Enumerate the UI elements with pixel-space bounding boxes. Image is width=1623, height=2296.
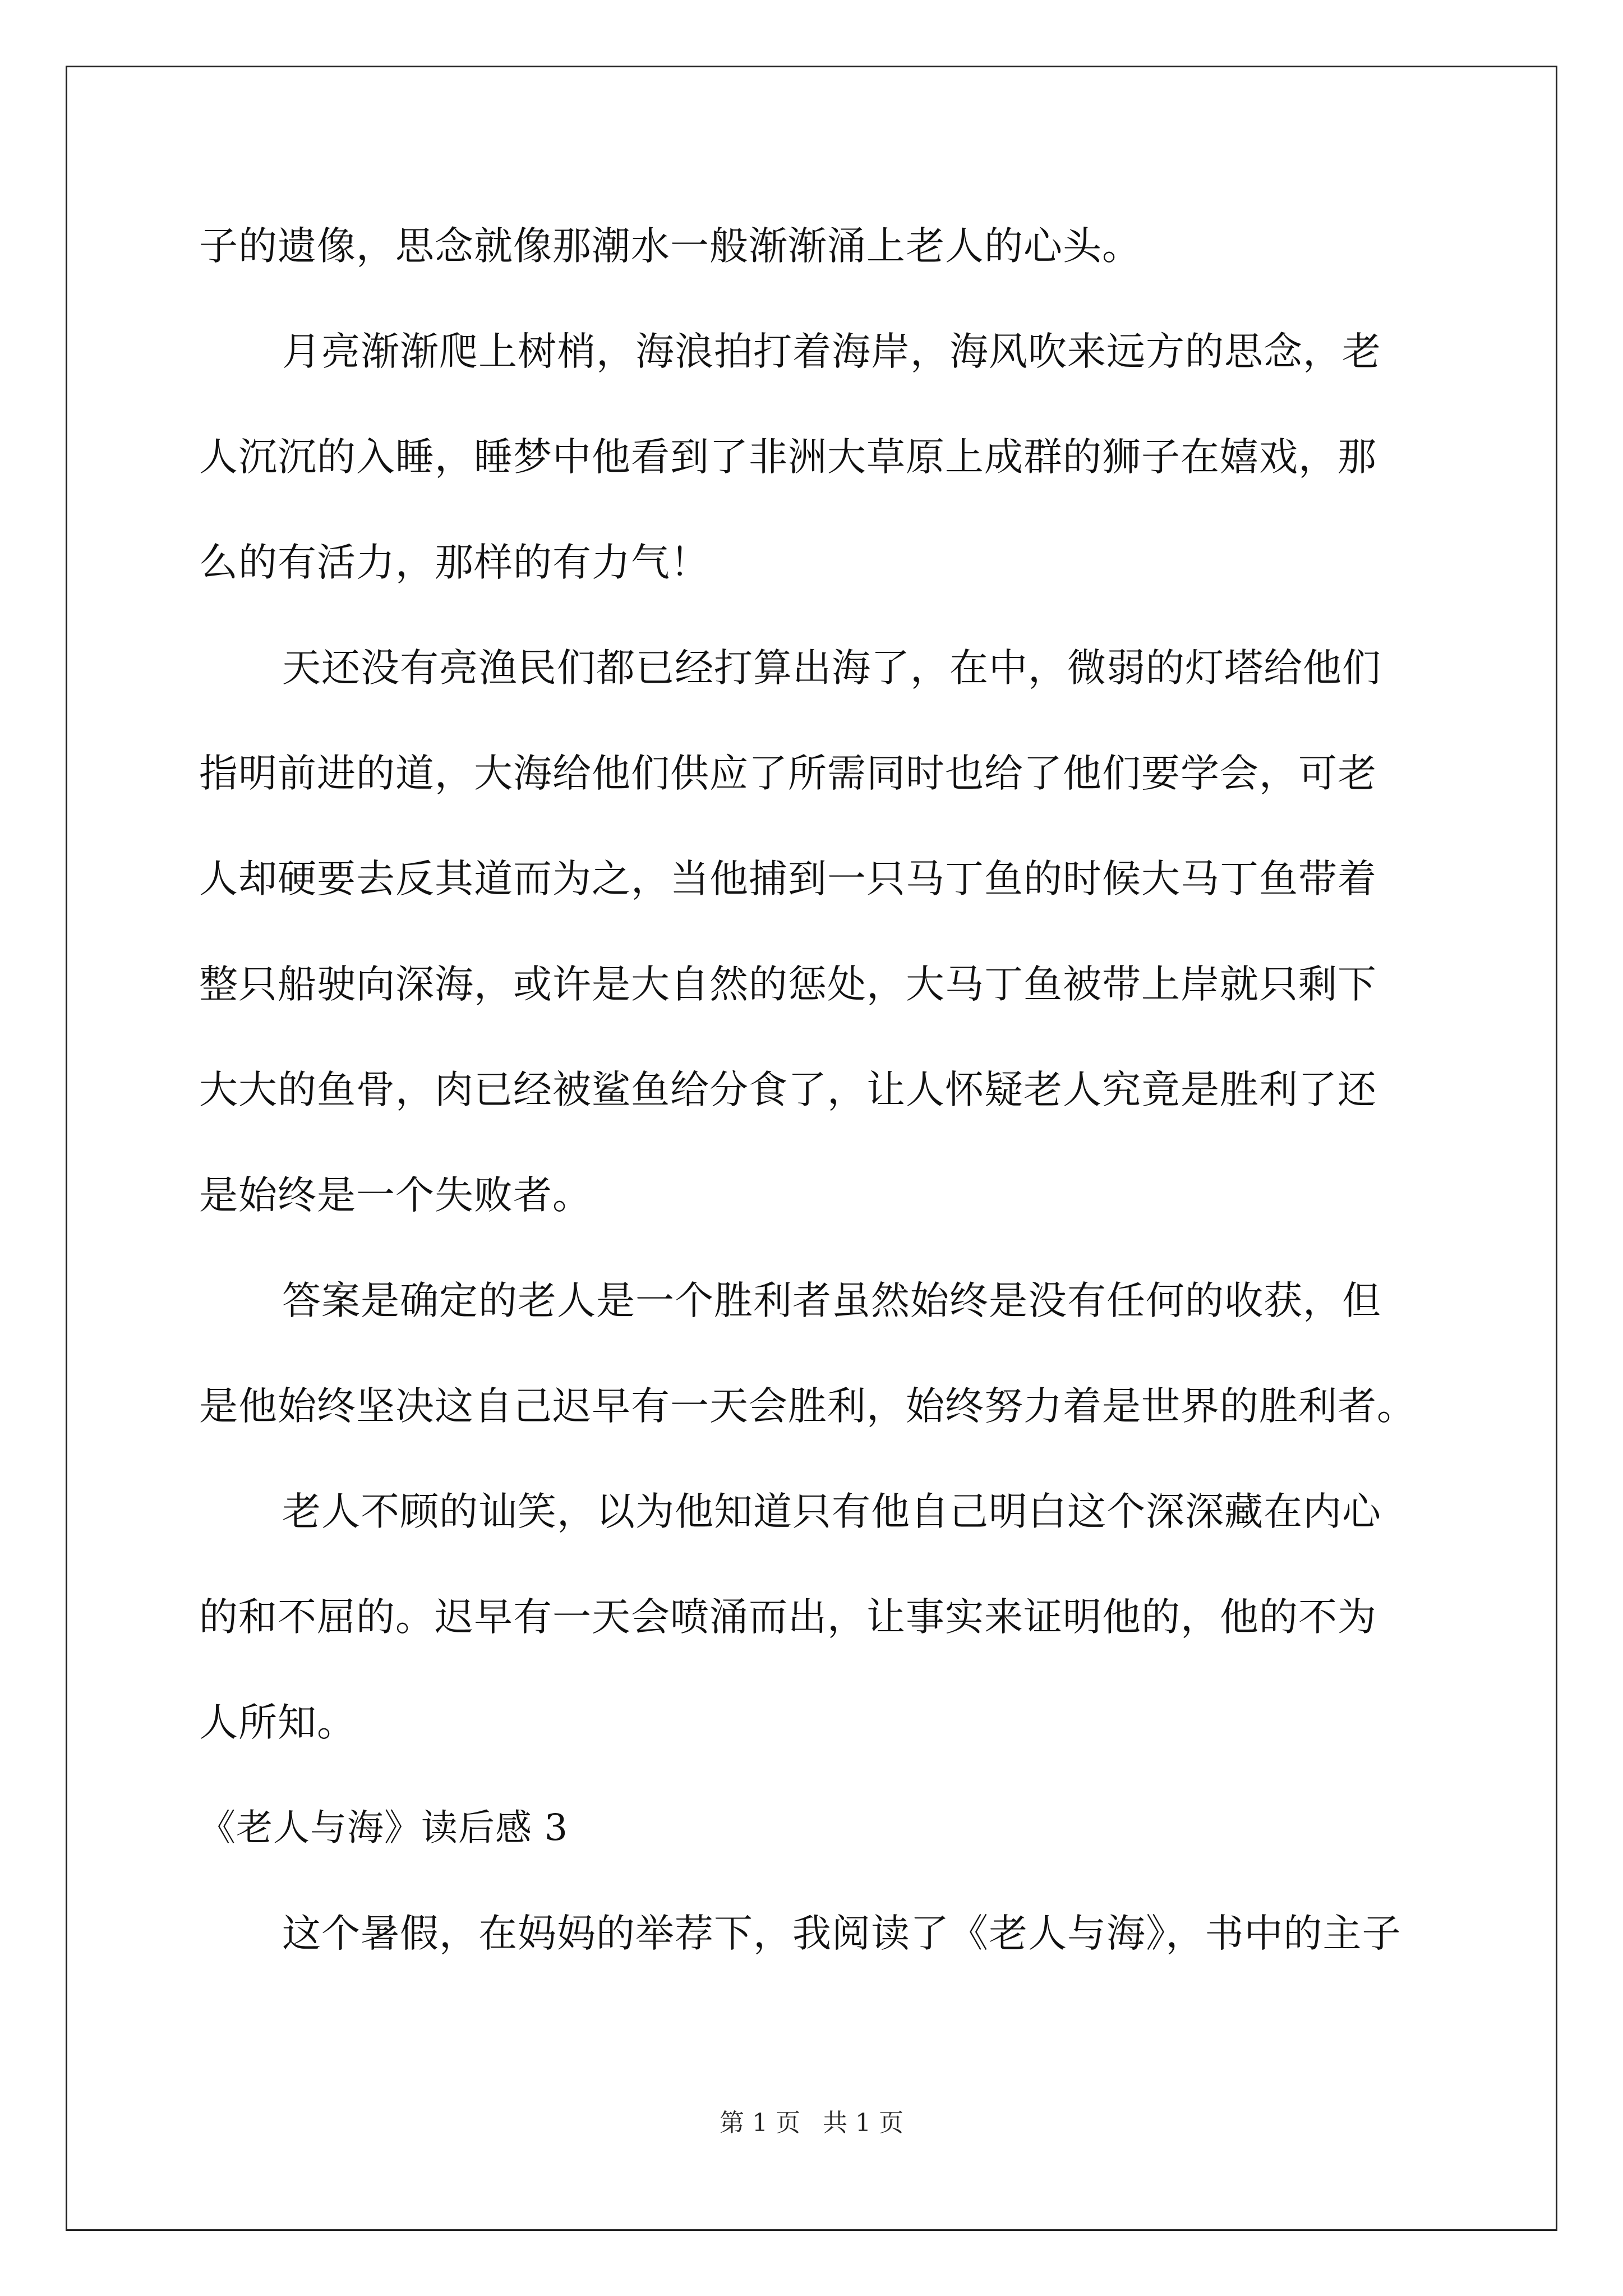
page-footer (0, 2102, 1623, 2138)
text-line: 人沉沉的入睡，睡梦中他看到了非洲大草原上成群的狮子在嬉戏，那 (199, 435, 1377, 480)
text-line: 整只船驶向深海，或许是大自然的惩处，大马丁鱼被带上岸就只剩下 (199, 962, 1377, 1007)
text-line: 指明前进的道，大海给他们供应了所需同时也给了他们要学会，可老 (199, 751, 1377, 796)
paragraph-start-line: 答案是确定的老人是一个胜利者虽然始终是没有任何的收获，但 (282, 1278, 1381, 1323)
paragraph-start-line: 这个暑假，在妈妈的举荐下，我阅读了《老人与海》，书中的主子 (282, 1911, 1401, 1956)
page-total: 共 1 页 (823, 2109, 903, 2137)
paragraph-start-line: 天还没有亮渔民们都已经打算出海了，在中，微弱的灯塔给他们 (282, 646, 1381, 691)
text-line: 人所知。 (199, 1700, 356, 1745)
text-line: 子的遗像，思念就像那潮水一般渐渐涌上老人的心头。 (199, 224, 1141, 269)
text-line: 是始终是一个失败者。 (199, 1173, 592, 1218)
paragraph-start-line: 老人不顾的讪笑，以为他知道只有他自己明白这个深深藏在内心 (282, 1489, 1381, 1534)
text-line: 么的有活力，那样的有力气！ (199, 540, 709, 585)
text-line: 大大的鱼骨，肉已经被鲨鱼给分食了，让人怀疑老人究竟是胜利了还 (199, 1068, 1377, 1112)
text-line: 的和不屈的。迟早有一天会喷涌而出，让事实来证明他的，他的不为 (199, 1595, 1377, 1640)
body-text (199, 194, 1433, 1986)
text-line: 是他始终坚决这自己迟早有一天会胜利，始终努力着是世界的胜利者。 (199, 1384, 1416, 1429)
paragraph-start-line: 月亮渐渐爬上树梢，海浪拍打着海岸，海风吹来远方的思念，老 (282, 329, 1381, 374)
text-line: 人却硬要去反其道而为之，当他捕到一只马丁鱼的时候大马丁鱼带着 (199, 857, 1377, 901)
section-heading: 《老人与海》读后感 3 (199, 1807, 569, 1849)
page-number: 第 1 页 (720, 2109, 800, 2137)
